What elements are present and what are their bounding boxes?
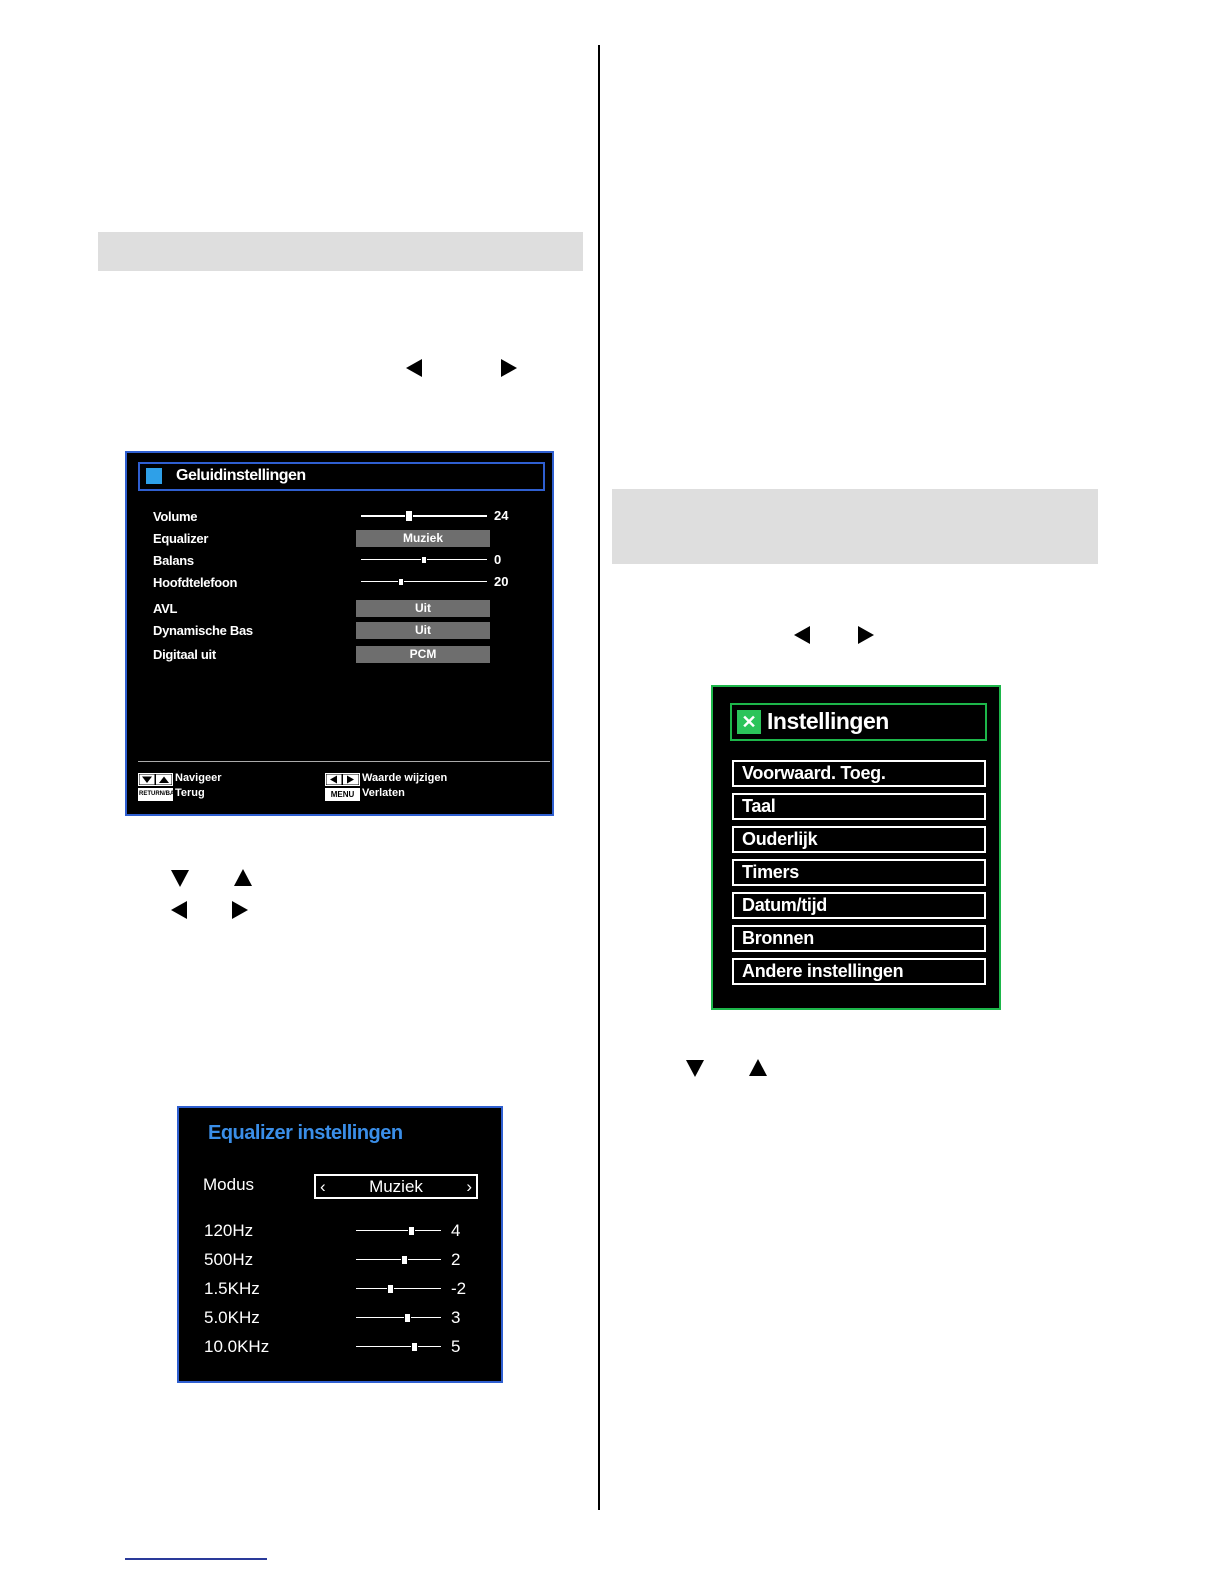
footer-line [125,1558,267,1560]
volume-slider-knob[interactable] [405,510,413,522]
volume-value: 24 [494,508,509,523]
band-10-0khz-label: 10.0KHz [204,1337,270,1356]
settings-menu-header [730,703,987,741]
sound-settings-icon [146,468,162,484]
band-10-0khz-slider[interactable] [356,1346,441,1347]
chevron-right-icon[interactable]: › [466,1177,472,1196]
modus-value: Muziek [369,1177,423,1196]
section-header-bar-right [612,489,1098,564]
right-arrow-icon [858,626,874,644]
menu-item-sources[interactable]: Bronnen [732,925,986,952]
band-1-5khz-label: 1.5KHz [204,1279,260,1298]
left-arrow-icon [171,901,187,919]
balance-value: 0 [494,552,502,567]
legend-separator [138,761,550,762]
band-500hz-knob[interactable] [401,1255,408,1265]
headphone-slider-knob[interactable] [398,578,404,586]
dynamic-bass-label: Dynamische Bas [153,623,253,638]
equalizer-label: Equalizer [153,531,209,546]
legend-navigate: Navigeer [175,772,222,784]
settings-menu-title: Instellingen [767,708,889,734]
tools-icon: ✕ [737,710,761,734]
band-5-0khz-slider[interactable] [356,1317,441,1318]
band-1-5khz-slider[interactable] [356,1288,441,1289]
menu-item-conditional-access[interactable]: Voorwaard. Toeg. [732,760,986,787]
digital-out-label: Digitaal uit [153,647,216,662]
modus-selector[interactable] [314,1174,478,1199]
band-1-5khz-knob[interactable] [387,1284,394,1294]
sound-settings-panel [125,451,554,816]
menu-key-icon: MENU [325,788,360,801]
digital-out-value-box[interactable]: PCM [356,646,490,663]
band-500hz-label: 500Hz [204,1250,254,1269]
band-120hz-knob[interactable] [408,1226,415,1236]
section-header-bar-left [98,232,583,271]
band-500hz-value: 2 [451,1250,461,1269]
headphone-slider[interactable] [361,581,487,582]
balance-slider-knob[interactable] [421,556,427,564]
down-arrow-icon [171,870,189,887]
equalizer-value-box[interactable]: Muziek [356,530,490,547]
band-10-0khz-knob[interactable] [411,1342,418,1352]
up-arrow-icon [749,1059,767,1076]
sound-settings-title: Geluidinstellingen [176,467,306,484]
modus-label: Modus [203,1175,255,1194]
menu-item-timers[interactable]: Timers [732,859,986,886]
equalizer-title: Equalizer instellingen [208,1122,403,1144]
menu-item-parental[interactable]: Ouderlijk [732,826,986,853]
right-arrow-icon [501,359,517,377]
settings-menu-panel [711,685,1001,1010]
left-right-key-icon [325,773,360,786]
avl-value-box[interactable]: Uit [356,600,490,617]
band-120hz-label: 120Hz [204,1221,254,1240]
band-5-0khz-knob[interactable] [404,1313,411,1323]
headphone-label: Hoofdtelefoon [153,575,238,590]
volume-label: Volume [153,509,198,524]
left-arrow-icon [794,626,810,644]
menu-item-other-settings[interactable]: Andere instellingen [732,958,986,985]
band-1-5khz-value: -2 [451,1279,467,1298]
menu-item-language[interactable]: Taal [732,793,986,820]
volume-slider[interactable] [361,515,487,517]
headphone-value: 20 [494,574,509,589]
column-divider [598,45,600,1510]
chevron-left-icon[interactable]: ‹ [320,1177,326,1196]
right-arrow-icon [232,901,248,919]
legend-change-value: Waarde wijzigen [362,772,448,784]
band-10-0khz-value: 5 [451,1337,461,1356]
sound-settings-header [138,462,545,491]
menu-item-date-time[interactable]: Datum/tijd [732,892,986,919]
balance-label: Balans [153,553,194,568]
up-arrow-icon [234,869,252,886]
band-120hz-slider[interactable] [356,1230,441,1231]
left-arrow-icon [406,359,422,377]
band-500hz-slider[interactable] [356,1259,441,1260]
down-arrow-icon [686,1060,704,1077]
up-down-key-icon [138,773,173,786]
band-5-0khz-label: 5.0KHz [204,1308,260,1327]
legend-exit: Verlaten [362,787,405,799]
return-back-key-icon: RETURN/BACK [138,788,173,801]
legend-back: Terug [175,787,205,799]
dynamic-bass-value-box[interactable]: Uit [356,622,490,639]
band-5-0khz-value: 3 [451,1308,461,1327]
avl-label: AVL [153,601,178,616]
equalizer-panel [177,1106,503,1383]
band-120hz-value: 4 [451,1221,461,1240]
